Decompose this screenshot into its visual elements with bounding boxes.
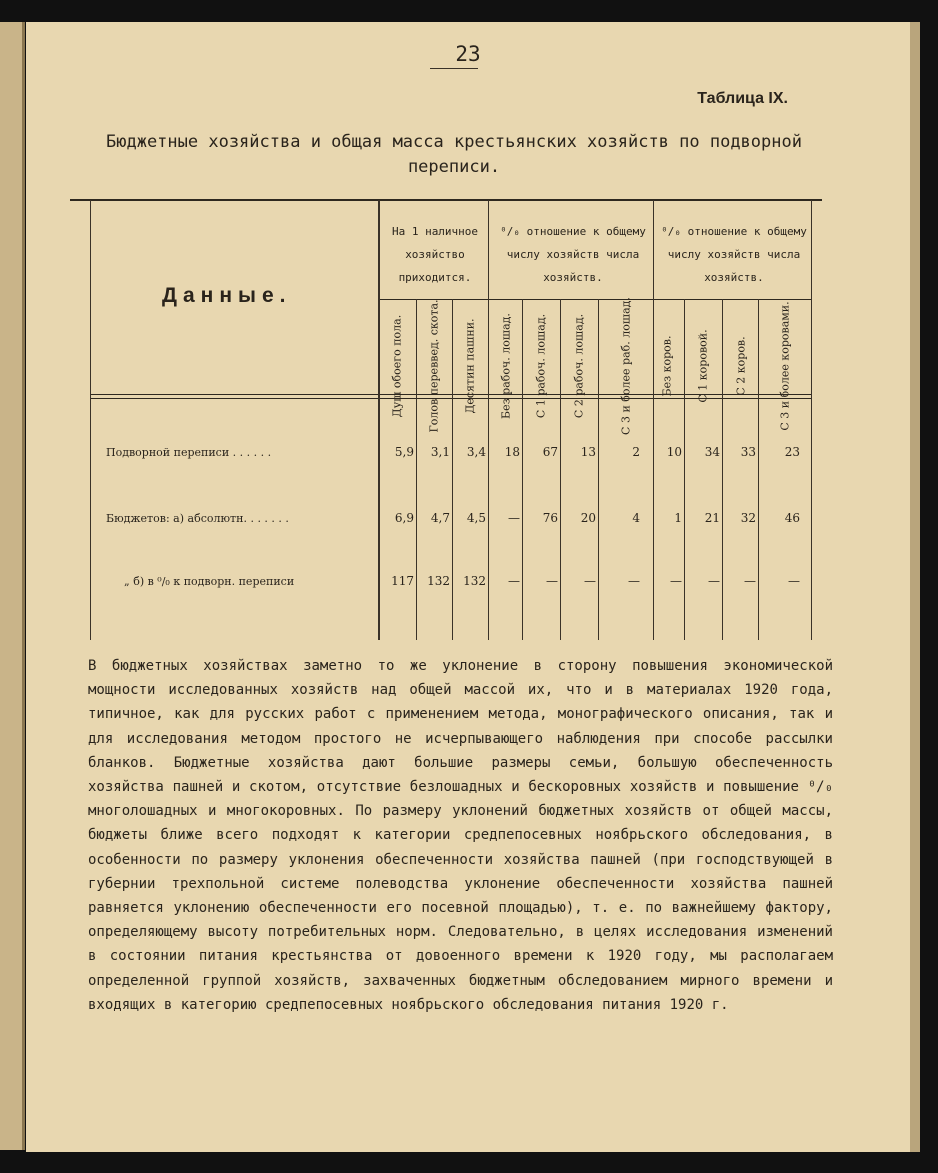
stub-header: Данные. — [162, 284, 292, 307]
table-cell: 4,7 — [430, 511, 450, 525]
table-cell: — — [744, 574, 756, 588]
table-cell: 3,1 — [430, 445, 450, 459]
column-header: Душ обоего пола. — [390, 314, 404, 418]
table-cell: 46 — [784, 511, 800, 525]
table-label: Таблица IX. — [697, 90, 788, 107]
col-divider — [598, 299, 599, 640]
column-header: С 3 и более раб. лошад. — [619, 297, 633, 435]
column-header: С 1 рабоч. лошад. — [534, 313, 548, 419]
group-header: ⁰/₀ отношение к общему числу хозяйств числа хозяйств. — [661, 225, 807, 284]
table-cell: 18 — [504, 445, 520, 459]
table-cell: 33 — [740, 445, 756, 459]
table-cell: 6,9 — [394, 511, 414, 525]
table-cell: — — [508, 511, 520, 525]
table-cell: 132 — [463, 574, 486, 588]
table-right-border — [811, 200, 812, 640]
scanned-page — [26, 22, 910, 1152]
table-cell: 67 — [542, 445, 558, 459]
table-cell: 20 — [580, 511, 596, 525]
row-label: Бюджетов: а) абсолютн. . . . . . . — [106, 512, 289, 525]
table-cell: 32 — [740, 511, 756, 525]
column-header: С 2 рабоч. лошад. — [572, 313, 586, 419]
col-divider — [758, 299, 759, 640]
table-cell: 21 — [704, 511, 720, 525]
table-title: Бюджетные хозяйства и общая масса крестьянских хозяйств по подворной переписи. — [106, 132, 802, 177]
table-cell: 2 — [632, 445, 640, 459]
table-cell: — — [708, 574, 720, 588]
table-cell: 23 — [784, 445, 800, 459]
table-cell: — — [788, 574, 800, 588]
table-cell: 13 — [580, 445, 596, 459]
table-cell: 76 — [542, 511, 558, 525]
col-divider — [560, 299, 561, 640]
page-number: 23 — [455, 42, 481, 66]
table-cell: 117 — [391, 574, 414, 588]
col-divider — [722, 299, 723, 640]
table-top-rule — [70, 199, 822, 201]
column-header: С 3 и более коровами. — [778, 301, 792, 431]
body-paragraph: В бюджетных хозяйствах заметно то же уклонение в сторону повышения экономической мощности исследованных хозяйств над общей массой их, что и в материалах 1920 года, типичное, как для русских работ с применением метода, монографического описания, так и для исследования методом простого не исчерпывающего наблюдения при способе рассылки бланков. Бюджетные хозяйства дают большие размеры семьи, большую обеспеченность хозяйства пашней и скотом, отсутствие безлошадных и бескоровных хозяйств и повышение ⁰/₀ многолошадных и многокоровных. По размеру уклонений бюджетных хозяйств от общей массы, бюджеты ближе всего подходят к категории средпепосевных ноябрьского обследования, в особенности по размеру уклонения обеспеченности хозяйства пашней (при господствующей в губернии трехпольной системе полеводства уклонение обеспеченности хозяйства пашней равняется уклонению обеспеченности его посевной площадью), т. е. по важнейшему фактору, определяющему высоту потребительных норм. Следовательно, в целях исследования изменений в состоянии питания крестьянства от довоенного времени к 1920 году, мы располагаем определенной группой хозяйств, захваченных бюджетным обследованием мирного времени и входящих в категорию средпепосевных ноябрьского обследования питания 1920 г. — [88, 658, 833, 1013]
table-left-border — [90, 200, 91, 640]
column-header: С 1 коровой. — [696, 329, 710, 403]
table-cell: 4,5 — [466, 511, 486, 525]
table-cell: 4 — [632, 511, 640, 525]
table-cell: — — [670, 574, 682, 588]
table-cell: 3,4 — [466, 445, 486, 459]
column-header: Десятин пашни. — [463, 318, 477, 414]
page-number-rule — [430, 68, 478, 69]
table-cell: 34 — [704, 445, 720, 459]
column-header: Без рабоч. лошад. — [499, 313, 513, 419]
table-cell: — — [628, 574, 640, 588]
page-edge — [910, 22, 920, 1152]
column-header: Без коров. — [660, 335, 674, 397]
col-divider — [416, 299, 417, 640]
col-divider — [684, 299, 685, 640]
table-cell: 1 — [674, 511, 682, 525]
table-cell: 132 — [427, 574, 450, 588]
table-cell: 10 — [666, 445, 682, 459]
spine-gutter — [22, 22, 25, 1150]
table-cell: — — [584, 574, 596, 588]
group-header: На 1 наличное хозяйство приходится. — [391, 225, 479, 284]
row-label: Подворной переписи . . . . . . — [106, 446, 272, 459]
column-header: Голов переввед. скота. — [427, 299, 441, 433]
column-header: С 2 коров. — [734, 336, 748, 396]
table-cell: 5,9 — [394, 445, 414, 459]
group-header: ⁰/₀ отношение к общему числу хозяйств числа хозяйств. — [500, 225, 646, 284]
row-label: „ б) в ⁰/₀ к подворн. переписи — [124, 575, 295, 588]
col-divider — [452, 299, 453, 640]
table-cell: — — [508, 574, 520, 588]
table-cell: — — [546, 574, 558, 588]
col-divider — [522, 299, 523, 640]
book-spine — [0, 22, 24, 1150]
group-header-rule — [380, 299, 812, 300]
